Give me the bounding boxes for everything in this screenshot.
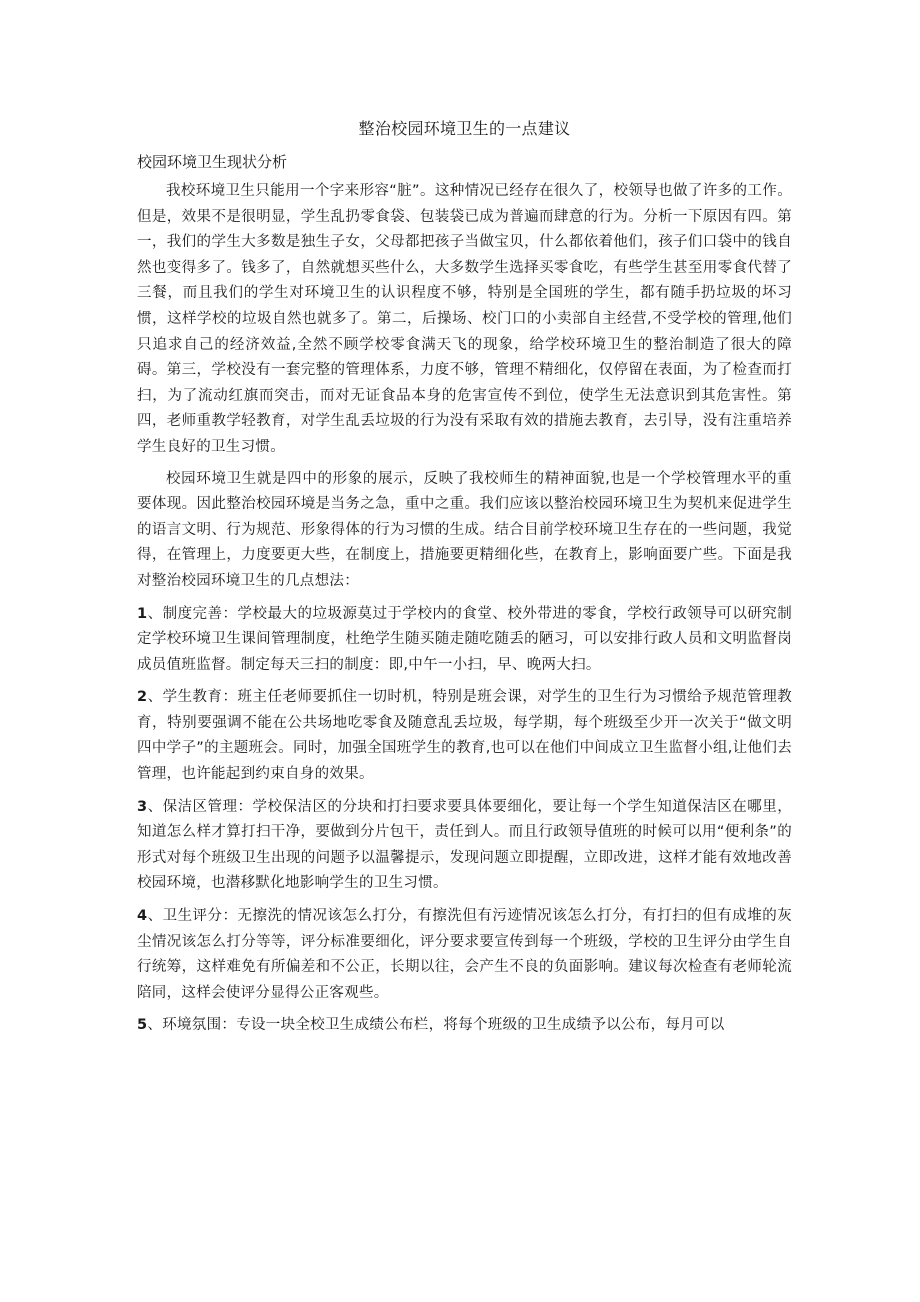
paragraph-status-analysis: 我校环境卫生只能用一个字来形容“脏”。这种情况已经存在很久了，校领导也做了许多的工作。但是，效果不是很明显，学生乱扔零食袋、包装袋已成为普遍而肆意的行为。分析一下原因有四。第一，我们的学生大多数是独生子女，父母都把孩子当做宝贝，什么都依着他们，孩子们口袋中的钱自然也变得多了。钱多了，自然就想买些什么，大多数学生选择买零食吃，有些学生甚至用零食代替了三餐，而且我们的学生对环境卫生的认识程度不够，特别是全国班的学生，都有随手扔垃圾的坏习惯，这样学校的垃圾自然也就多了。第二，后操场、校门口的小卖部自主经营,不受学校的管理,他们只追求自己的经济效益,全然不顾学校零食满天飞的现象，给学校环境卫生的整治制造了很大的障碍。第三，学校没有一套完整的管理体系，力度不够，管理不精细化，仅停留在表面，为了检查而打扫，为了流动红旗而突击，而对无证食品本身的危害宣传不到位，使学生无法意识到其危害性。第四，老师重教学轻教育，对学生乱丢垃圾的行为没有采取有效的措施去教育，去引导，没有注重培养学生良好的卫生习惯。 [137, 183, 792, 455]
item-text: 、环境氛围：专设一块全校卫生成绩公布栏，将每个班级的卫生成绩予以公布，每月可以 [147, 1017, 725, 1034]
item-text: 、卫生评分：无擦洗的情况该怎么打分，有擦洗但有污迹情况该怎么打分，有打扫的但有成堆的灰尘情况该怎么打分等等，评分标准要细化，评分要求要宣传到每一个班级，学校的卫生评分由学生自行统筹，这样难免有所偏差和不公正，长期以往，会产生不良的负面影响。建议每次检查有老师轮流陪同，这样会使评分显得公正客观些。 [137, 908, 792, 1001]
paragraph-importance: 校园环境卫生就是四中的形象的展示，反映了我校师生的精神面貌,也是一个学校管理水平的重要体现。因此整治校园环境是当务之急，重中之重。我们应该以整治校园环境卫生为契机来促进学生的语言文明、行为规范、形象得体的行为习惯的生成。结合目前学校环境卫生存在的一些问题，我觉得，在管理上，力度要更大些，在制度上，措施要更精细化些，在教育上，影响面要广些。下面是我对整治校园环境卫生的几点想法： [137, 470, 792, 589]
item-text: 、制度完善：学校最大的垃圾源莫过于学校内的食堂、校外带进的零食，学校行政领导可以研究制定学校环境卫生课间管理制度，杜绝学生随买随走随吃随丢的陋习，可以安排行政人员和文明监督岗成员值班监督。制定每天三扫的制度：即,中午一小扫，早、晚两大扫。 [137, 605, 792, 673]
item-number: 5 [137, 1017, 148, 1034]
suggestion-item-2 [137, 685, 792, 787]
section-heading: 校园环境卫生现状分析 [137, 153, 288, 171]
suggestion-item-1 [137, 602, 792, 679]
item-text: 、保洁区管理：学校保洁区的分块和打扫要求要具体要细化，要让每一个学生知道保洁区在哪里，知道怎么样才算打扫干净，要做到分片包干，责任到人。而且行政领导值班的时候可以用“便利条”的形式对每个班级卫生出现的问题予以温馨提示，发现问题立即提醒，立即改进，这样才能有效地改善校园环境，也潜移默化地影响学生的卫生习惯。 [137, 798, 792, 892]
item-number: 3 [137, 798, 148, 815]
suggestion-item-4 [137, 904, 792, 1006]
document-body [137, 117, 792, 1039]
suggestion-item-5 [137, 1013, 792, 1039]
item-number: 1 [137, 605, 148, 622]
item-number: 4 [137, 908, 148, 925]
item-text: 、学生教育：班主任老师要抓住一切时机，特别是班会课，对学生的卫生行为习惯给予规范管理教育，特别要强调不能在公共场地吃零食及随意乱丢垃圾，每学期，每个班级至少开一次关于“做文明四中学子”的主题班会。同时，加强全国班学生的教育,也可以在他们中间成立卫生监督小组,让他们去管理，也许能起到约束自身的效果。 [137, 689, 792, 783]
item-number: 2 [137, 689, 148, 706]
document-title: 整治校园环境卫生的一点建议 [358, 119, 571, 138]
suggestion-item-3 [137, 795, 792, 897]
